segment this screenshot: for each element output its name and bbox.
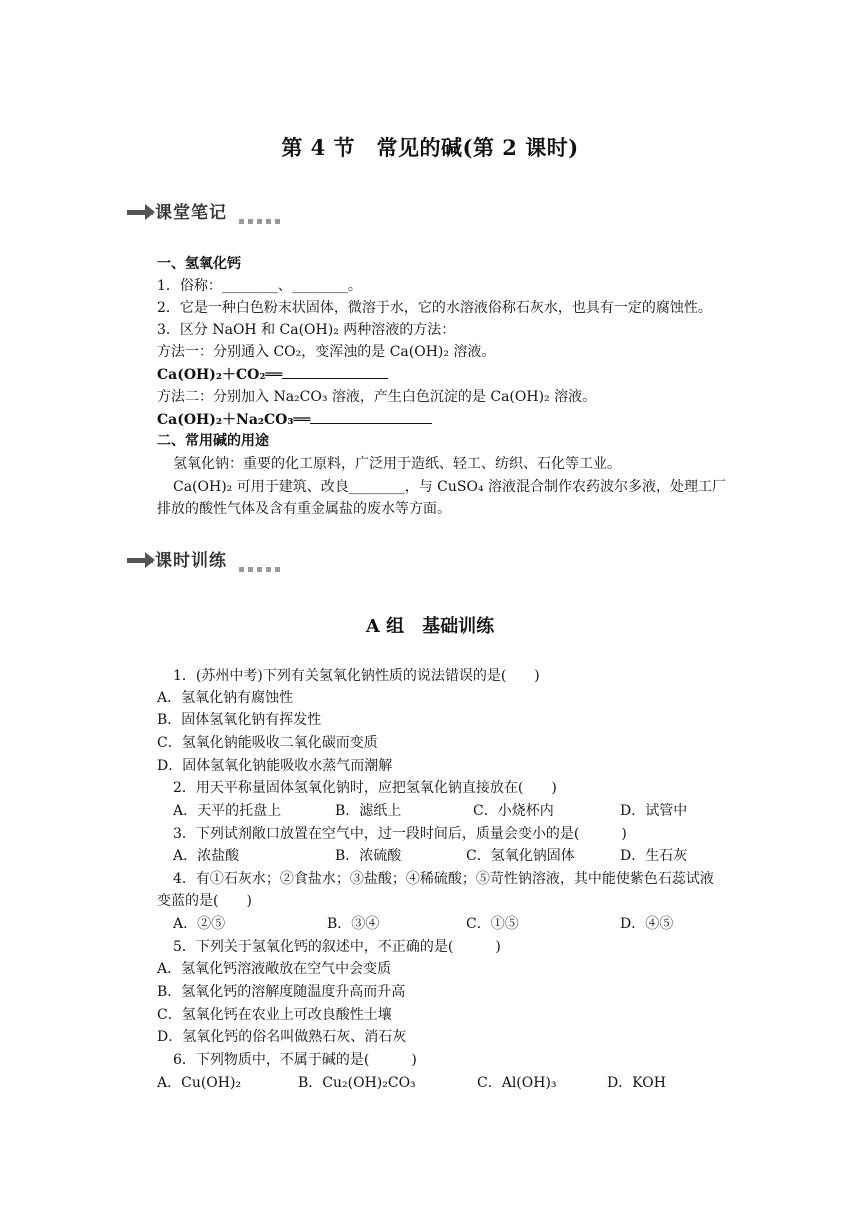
banner-dots-icon — [239, 209, 284, 217]
notes-line-9: Ca(OH)₂ 可用于建筑、改良________，与 CuSO₄ 溶液混合制作农药波尔多液，处理工厂 — [173, 479, 727, 495]
section-banner-notes — [127, 198, 297, 222]
question-5-option-a: A．氢氧化钙溶液敞放在空气中会变质 — [157, 961, 392, 977]
banner-dots-icon — [239, 557, 284, 565]
question-5-option-b: B．氢氧化钙的溶解度随温度升高而升高 — [157, 984, 406, 1000]
question-3-option-c: C．氢氧化钠固体 — [466, 848, 575, 864]
question-3: 3．下列试剂敞口放置在空气中，过一段时间后，质量会变小的是( ) — [173, 826, 627, 842]
section-banner-training — [127, 546, 297, 570]
question-4-option-c: C．①⑤ — [466, 916, 519, 932]
notes-heading-1: 一、氢氧化钙 — [157, 256, 241, 272]
notes-equation-1 — [157, 364, 388, 385]
question-1-option-d: D．固体氢氧化钠能吸收水蒸气而潮解 — [157, 758, 393, 774]
question-5: 5．下列关于氢氧化钙的叙述中，不正确的是( ) — [173, 939, 501, 955]
notes-line-6: 方法二：分别加入 Na₂CO₃ 溶液，产生白色沉淀的是 Ca(OH)₂ 溶液。 — [157, 389, 597, 405]
question-6: 6．下列物质中，不属于碱的是( ) — [173, 1052, 417, 1068]
notes-line-10: 排放的酸性气体及含有重金属盐的废水等方面。 — [157, 501, 451, 517]
notes-line-1: 1．俗称：________、________。 — [157, 278, 362, 294]
question-1-option-a: A．氢氧化钠有腐蚀性 — [157, 690, 294, 706]
banner-arrowhead-icon — [145, 552, 155, 568]
banner-label-notes: 课堂笔记 — [155, 203, 227, 223]
question-6-option-b: B．Cu₂(OH)₂CO₃ — [298, 1075, 416, 1091]
question-1-option-c: C．氢氧化钠能吸收二氧化碳而变质 — [157, 735, 378, 751]
question-3-option-b: B．浓硫酸 — [335, 848, 402, 864]
equation-2-text: Ca(OH)₂＋Na₂CO₃══ — [157, 412, 311, 428]
notes-line-4: 方法一：分别通入 CO₂，变浑浊的是 Ca(OH)₂ 溶液。 — [157, 344, 496, 360]
notes-heading-2: 二、常用碱的用途 — [157, 433, 269, 449]
notes-equation-2 — [157, 409, 432, 430]
question-4-option-a: A．②⑤ — [173, 916, 226, 932]
question-3-option-d: D．生石灰 — [620, 848, 688, 864]
question-2: 2．用天平称量固体氢氧化钠时，应把氢氧化钠直接放在( ) — [173, 780, 557, 796]
notes-line-3: 3．区分 NaOH 和 Ca(OH)₂ 两种溶液的方法： — [157, 322, 456, 338]
page-title: 第 4 节 常见的碱(第 2 课时) — [281, 135, 579, 160]
question-2-option-c: C．小烧杯内 — [473, 803, 554, 819]
equation-1-text: Ca(OH)₂＋CO₂══ — [157, 367, 283, 383]
banner-label-training: 课时训练 — [155, 551, 227, 571]
question-6-option-c: C．Al(OH)₃ — [477, 1075, 557, 1091]
question-6-option-a: A．Cu(OH)₂ — [157, 1075, 242, 1091]
group-title: A 组 基础训练 — [365, 616, 495, 637]
equation-2-blank — [310, 409, 432, 424]
question-4-continued: 变蓝的是( ) — [157, 893, 252, 909]
equation-1-blank — [282, 364, 388, 379]
question-2-option-b: B．滤纸上 — [335, 803, 402, 819]
question-6-option-d: D．KOH — [607, 1075, 666, 1091]
question-1-option-b: B．固体氢氧化钠有挥发性 — [157, 712, 322, 728]
question-5-option-c: C．氢氧化钙在农业上可改良酸性土壤 — [157, 1007, 392, 1023]
question-4-option-d: D．④⑤ — [620, 916, 674, 932]
notes-line-2: 2．它是一种白色粉末状固体，微溶于水，它的水溶液俗称石灰水，也具有一定的腐蚀性。 — [157, 300, 712, 316]
question-4-option-b: B．③④ — [327, 916, 380, 932]
question-1: 1．(苏州中考)下列有关氢氧化钠性质的说法错误的是( ) — [173, 668, 540, 684]
question-2-option-d: D．试管中 — [620, 803, 688, 819]
question-3-option-a: A．浓盐酸 — [173, 848, 240, 864]
notes-line-8: 氢氧化钠：重要的化工原料，广泛用于造纸、轻工、纺织、石化等工业。 — [173, 456, 621, 472]
question-2-option-a: A．天平的托盘上 — [173, 803, 282, 819]
banner-arrowhead-icon — [145, 204, 155, 220]
question-5-option-d: D．氢氧化钙的俗名叫做熟石灰、消石灰 — [157, 1029, 407, 1045]
question-4: 4．有①石灰水；②食盐水；③盐酸；④稀硫酸；⑤苛性钠溶液，其中能使紫色石蕊试液 — [173, 871, 714, 887]
